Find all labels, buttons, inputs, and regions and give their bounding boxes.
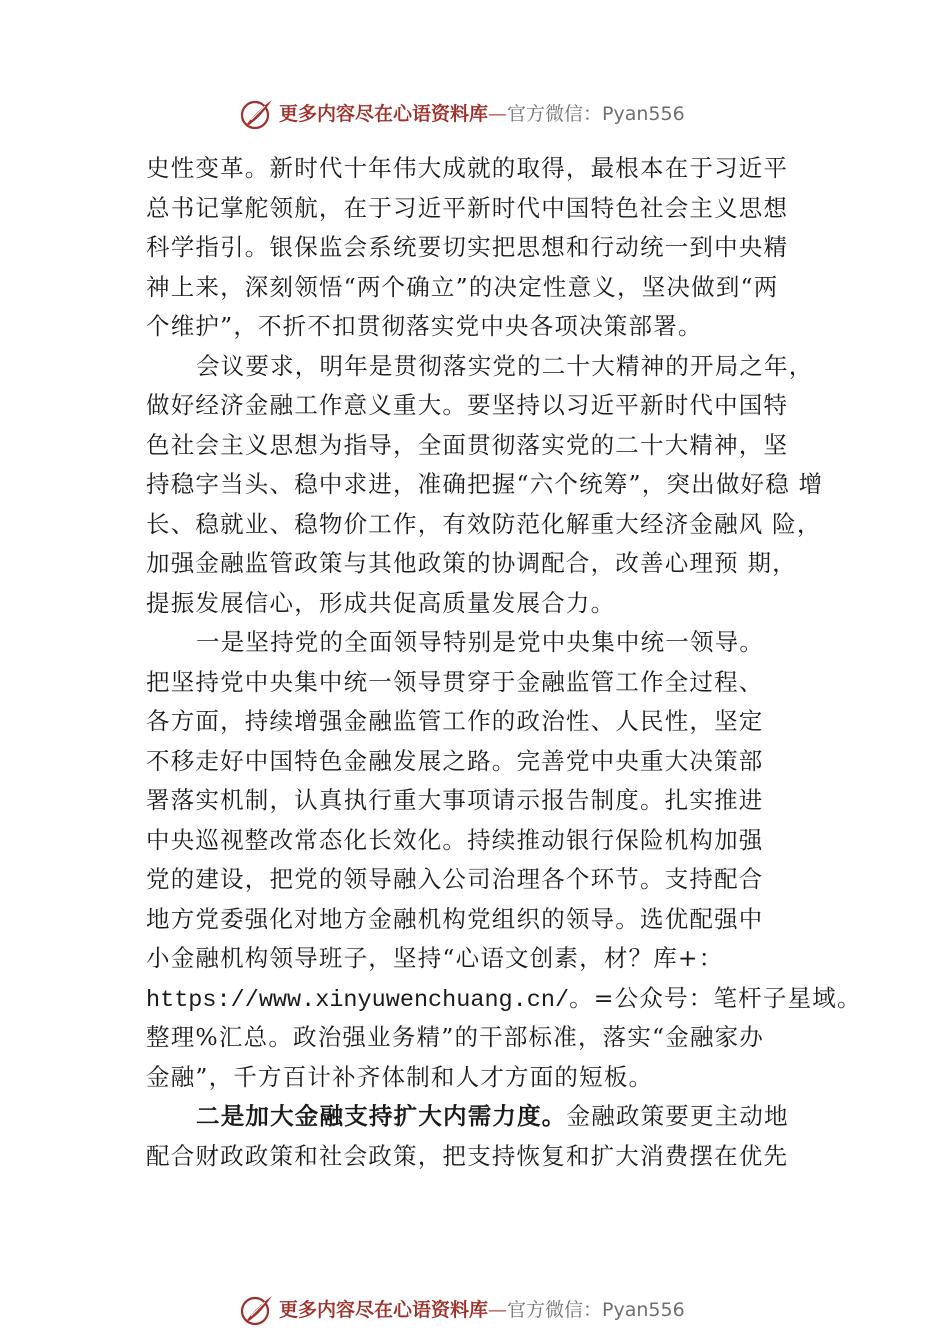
paragraph-start-line: 一是坚持党的全面领导特别是党中央集中统一领导。 xyxy=(196,628,765,656)
watermark-site-name: 更多内容尽在心语资料库 xyxy=(279,103,489,125)
text-line: 色社会主义思想为指导，全面贯彻落实党的二十大精神，坚 xyxy=(146,430,789,459)
watermark-text xyxy=(279,1298,685,1322)
text-line: 加强金融监管政策与其他政策的协调配合，改善心理预 期， xyxy=(146,549,797,577)
watermark-site-name: 更多内容尽在心语资料库 xyxy=(279,1299,489,1321)
text-line: 把坚持党中央集中统一领导贯穿于金融监管工作全过程、 xyxy=(146,667,764,696)
text-line: 中央巡视整改常态化长效化。持续推动银行保险机构加强 xyxy=(146,825,764,854)
text-line: 各方面，持续增强金融监管工作的政治性、人民性，坚定 xyxy=(146,707,764,735)
text-line: 总书记掌舵领航，在于习近平新时代中国特色社会主义思想 xyxy=(146,193,789,222)
text-line: 长、稳就业、稳物价工作，有效防范化解重大经济金融风 险， xyxy=(146,509,822,538)
feather-logo-icon xyxy=(239,1292,275,1328)
text-line xyxy=(146,979,862,1019)
text-line: 做好经济金融工作意义重大。要坚持以习近平新时代中国特 xyxy=(146,391,789,419)
watermark-wechat-id: Pyan556 xyxy=(602,103,685,125)
watermark-dash: — xyxy=(488,1299,508,1321)
feather-logo-icon xyxy=(239,96,275,132)
text-line: 科学指引。银保监会系统要切实把思想和行动统一到中央精 xyxy=(146,233,789,261)
text-span: 。=公众号：笔杆子星域。 xyxy=(569,983,862,1012)
watermark-dash: — xyxy=(488,103,508,125)
watermark-banner-bottom xyxy=(0,1290,950,1330)
text-line: 小金融机构领导班子，坚持“心语文创素，材？库+： xyxy=(146,944,724,972)
watermark-wechat-label: 官方微信： xyxy=(507,1299,603,1321)
paragraph-start-line: 会议要求，明年是贯彻落实党的二十大精神的开局之年， xyxy=(196,351,814,380)
text-line: 整理%汇总。政治强业务精”的干部标准，落实“金融家办 xyxy=(146,1023,765,1051)
url-text: https://www.xinyuwenchuang.cn/ xyxy=(146,986,570,1014)
watermark-wechat-id: Pyan556 xyxy=(602,1299,685,1321)
text-line: 提振发展信心，形成共促高质量发展合力。 xyxy=(146,588,616,617)
watermark-wechat-label: 官方微信： xyxy=(507,103,603,125)
text-line: 史性变革。新时代十年伟大成就的取得，最根本在于习近平 xyxy=(146,154,789,182)
text-line: 党的建设，把党的领导融入公司治理各个环节。支持配合 xyxy=(146,865,764,893)
paragraph-start-line xyxy=(146,1097,826,1137)
text-line: 署落实机制，认真执行重大事项请示报告制度。扎实推进 xyxy=(146,786,764,814)
text-line: 个维护”，不折不扣贯彻落实党中央各项决策部署。 xyxy=(146,312,703,340)
bold-heading: 二是加大金融支持扩大内需力度。 xyxy=(196,1102,567,1130)
text-line: 持稳字当头、稳中求进，准确把握“六个统筹”，突出做好稳 增 xyxy=(146,470,824,498)
text-line: 金融”，千方百计补齐体制和人才方面的短板。 xyxy=(146,1062,654,1091)
text-span: 金融政策要更主动地 xyxy=(566,1102,789,1130)
text-line: 神上来，深刻领悟“两个确立”的决定性意义，坚决做到“两 xyxy=(146,272,779,301)
watermark-banner-top xyxy=(0,94,950,134)
document-body xyxy=(146,149,862,1176)
watermark-text xyxy=(279,102,685,126)
text-line: 配合财政政策和社会政策，把支持恢复和扩大消费摆在优先 xyxy=(146,1141,789,1170)
text-line: 不移走好中国特色金融发展之路。完善党中央重大决策部 xyxy=(146,746,764,775)
text-line: 地方党委强化对地方金融机构党组织的领导。选优配强中 xyxy=(146,904,764,933)
